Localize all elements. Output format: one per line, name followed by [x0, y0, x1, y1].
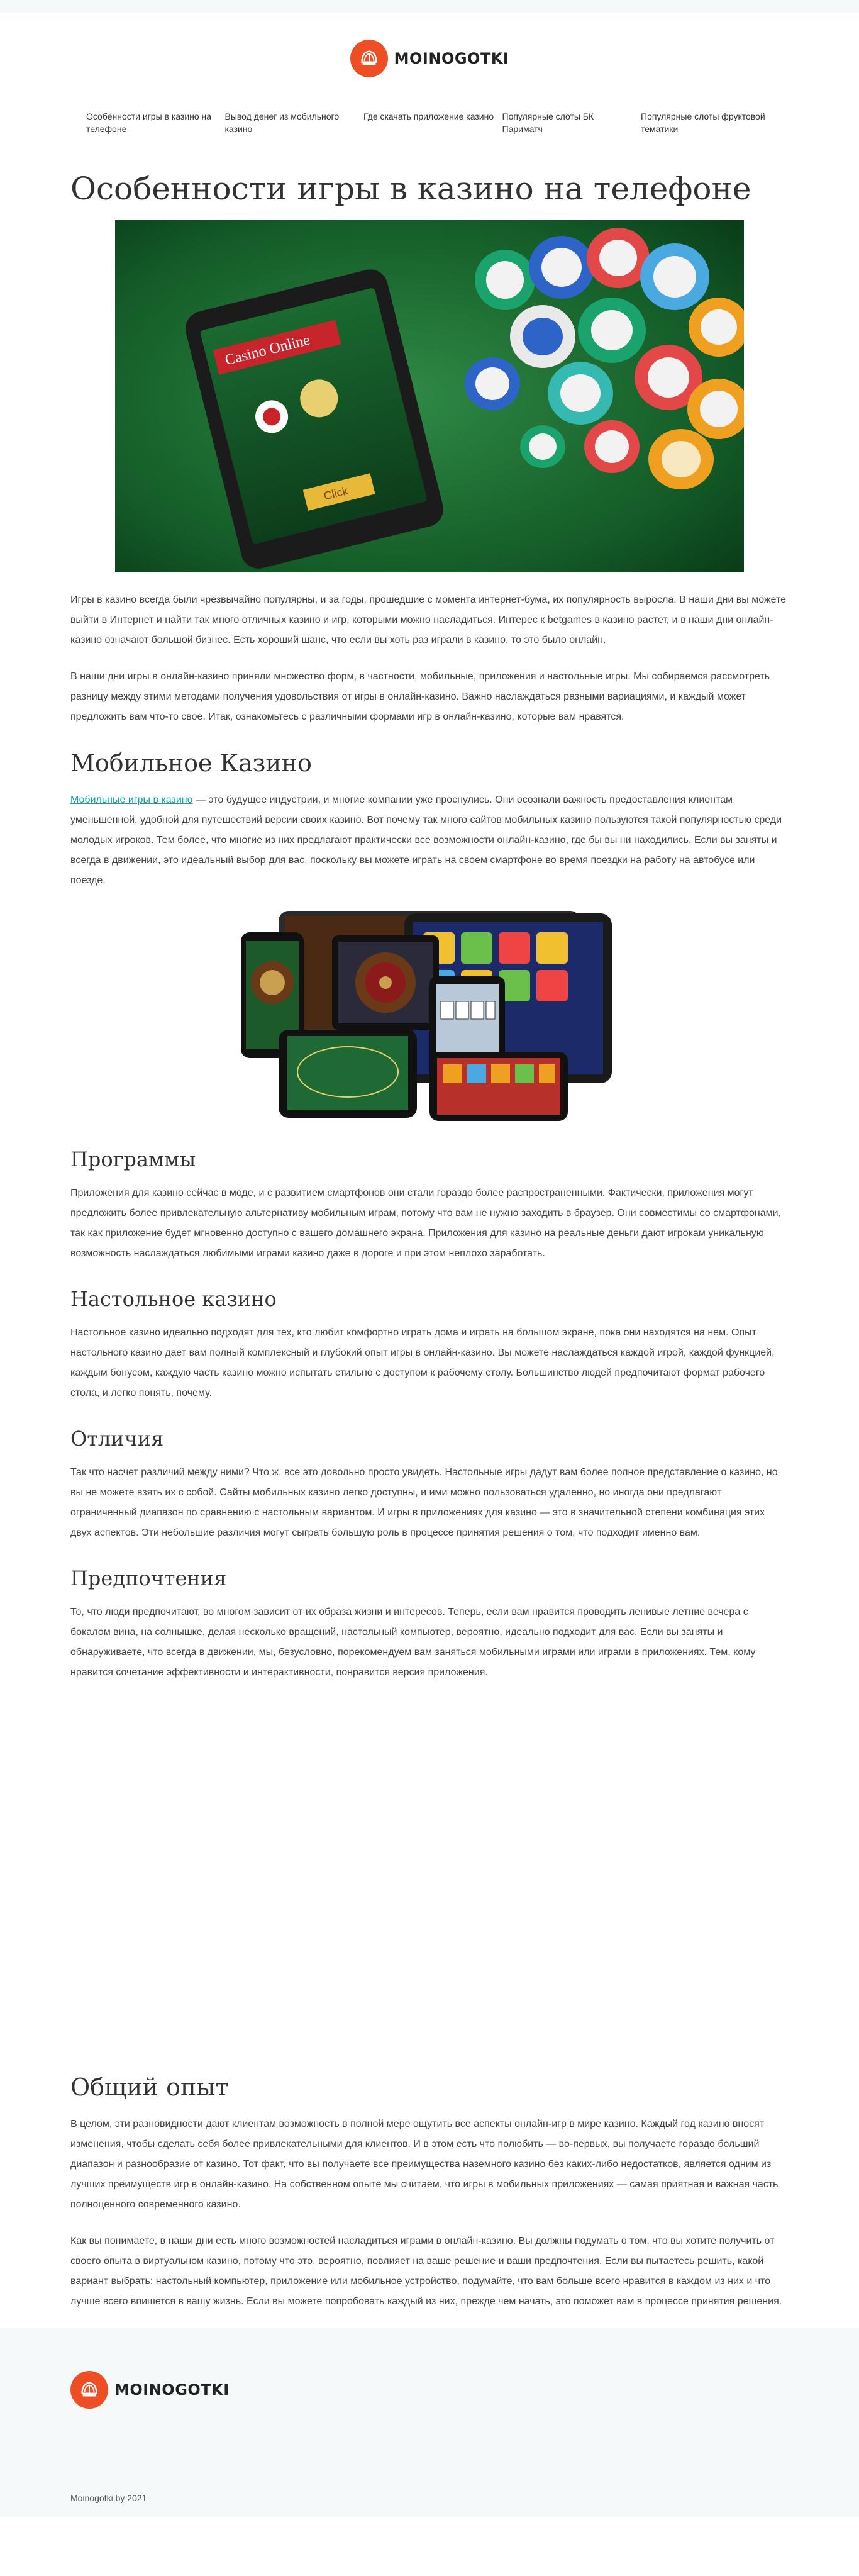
- ad-placeholder: [70, 1699, 789, 2051]
- logo-text: MOINOGOTKI: [114, 2381, 230, 2399]
- general-paragraph: В целом, эти разновидности дают клиентам возможность в полной мере ощутить все аспекты онлайн-игр в мире казино. Каждый год казино вносят изменения, чтобы сделать себя более привлекательными для клиентов. И в этом есть что полюбить — во-первых, вы получаете гораздо больший диапазон и разнообразие от казино. Тот факт, что вы получаете все преимущества наземного казино без каких-либо недостатков, является одним из лучших преимуществ игр в онлайн-казино. На собственном опыте мы считаем, что игры в мобильных приложениях — самая приятная и важная часть полноценного современного казино.: [70, 2119, 779, 2210]
- logo-mark-icon: [350, 40, 388, 77]
- preferences-paragraph: То, что люди предпочитают, во многом зависит от их образа жизни и интересов. Теперь, если вам нравится проводить ленивые летние вечера с бокалом вина, на солнышке, делая несколько вращений, настольный компьютер, вероятно, идеально подходит для вас. Если вы заняты и обнаруживаете, что всегда в движении, мы, безусловно, порекомендуем вам заняться мобильными играми или играми в приложениях. Тем, кому нравится сочетание эффективности и интерактивности, понравится версия приложения.: [70, 1607, 756, 1678]
- intro-paragraph: Игры в казино всегда были чрезвычайно популярны, и за годы, прошедшие с момента интернет-бума, их популярность выросла. В наши дни вы можете выйти в Интернет и найти так много отличных казино и игр, которыми можно насладиться. Интерес к betgames в казино растет, и в наши дни онлайн-казино означают большой бизнес. Есть хороший шанс, что если вы хоть раз играли в казино, то это было онлайн.: [70, 594, 787, 645]
- intro-paragraph: В наши дни игры в онлайн-казино приняли множество форм, в частности, мобильные, приложения и настольные игры. Мы собираемся рассмотреть разницу между этими методами получения удовольствия от игры в онлайн-казино. Важно наслаждаться разными вариациями, и каждый может предложить вам что-то свое. Итак, ознакомьтесь с различными формами игр в онлайн-казино, которые вам нравятся.: [70, 671, 770, 722]
- site-logo[interactable]: [350, 40, 509, 77]
- nav-item[interactable]: Популярные слоты БК Париматч: [502, 111, 594, 134]
- mobile-paragraph: [70, 790, 789, 891]
- logo-mark-icon: [70, 2371, 108, 2409]
- section-heading-mobile: Мобильное Казино: [70, 749, 312, 777]
- site-header: [0, 13, 859, 104]
- hero-image: [115, 220, 744, 572]
- section-heading-preferences: Предпочтения: [70, 1566, 227, 1590]
- section-heading-general: Общий опыт: [70, 2073, 229, 2101]
- section-heading-desktop: Настольное казино: [70, 1287, 277, 1311]
- section-heading-programs: Программы: [70, 1147, 196, 1171]
- site-footer: [0, 2328, 859, 2517]
- nav-item[interactable]: Особенности игры в казино на телефоне: [86, 111, 212, 134]
- mobile-games-link[interactable]: Мобильные игры в казино: [70, 795, 193, 805]
- hero-button-text: Click: [322, 484, 350, 503]
- logo-text: MOINOGOTKI: [394, 49, 509, 67]
- top-strip: [0, 0, 859, 13]
- differences-paragraph: Так что насчет различий между ними? Что ж, все это довольно просто увидеть. Настольные игры дадут вам более полное представление о казино, но вы не можете взять их с собой. Сайты мобильных казино легко доступны, и ими можно пользоваться удаленно, но иногда они предлагают ограниченный диапазон по сравнению с настольным вариантом. И игры в приложениях для казино — это в значительной степени комбинация этих двух аспектов. Эти небольшие различия могут сыграть большую роль в процессе принятия решения о том, что подходит именно вам.: [70, 1467, 778, 1538]
- main-nav: [0, 104, 859, 154]
- article: [70, 170, 789, 2312]
- programs-paragraph: Приложения для казино сейчас в моде, и с развитием смартфонов они стали гораздо более распространенными. Фактически, приложения могут предложить более привлекательную альтернативу мобильным играм, потому что вам не нужно заходить в браузер. Они совместимы со смартфонами, так как приложение будет мгновенно доступно с вашего домашнего экрана. Приложения для казино на реальные деньги дают игрокам уникальную возможность наслаждаться любимыми играми казино даже в дороге и при этом неплохо заработать.: [70, 1188, 782, 1259]
- devices-image: [241, 907, 618, 1124]
- hero-screen-text: Casino Online: [223, 332, 312, 369]
- page-title: Особенности игры в казино на телефоне: [70, 170, 751, 207]
- nav-item[interactable]: Вывод денег из мобильного казино: [224, 111, 340, 134]
- nav-item[interactable]: Популярные слоты фруктовой тематики: [641, 111, 765, 134]
- footer-logo[interactable]: [70, 2371, 230, 2409]
- nav-item[interactable]: Где скачать приложение казино: [363, 111, 494, 121]
- mobile-paragraph-text: — это будущее индустрии, и многие компании уже проснулись. Они осознали важность предоставления клиентам уменьшенной, удобной для путешествий версии своих казино. Вот почему так много сайтов мобильных казино пользуются такой популярностью среди молодых игроков. Тем более, что многие из них предлагают практически все возможности онлайн-казино, где бы вы ни находились. Если вы заняты и всегда в движении, это идеальный выбор для вас, поскольку вы можете играть на своем смартфоне во время поездки на работу на автобусе или поезде.: [70, 795, 782, 886]
- copyright-text: Moinogotki.by 2021: [70, 2493, 147, 2503]
- desktop-paragraph: Настольное казино идеально подходят для тех, кто любит комфортно играть дома и играть на большом экране, пока они находятся на нем. Опыт настольного казино дает вам полный комплексный и глубокий опыт игры в онлайн-казино. Вы можете наслаждаться каждой игрой, каждой функцией, каждым бонусом, каждую часть казино можно испытать стильно с доступом к рабочему столу. Большинство людей предпочитают формат рабочего стола, и легко понять, почему.: [70, 1327, 775, 1398]
- general-paragraph: Как вы понимаете, в наши дни есть много возможностей насладиться играми в онлайн-казино. Вы должны подумать о том, что вы хотите получить от своего опыта в виртуальном казино, потому что это, вероятно, повлияет на ваше решение и ваши предпочтения. Если вы пытаетесь решить, какой вариант выбрать: настольный компьютер, приложение или мобильное устройство, подумайте, что вам больше всего нравится в каждом из них и что лучше всего впишется в вашу жизнь. Если вы можете попробовать каждый из них, прежде чем начать, это поможет вам в процессе принятия решения.: [70, 2236, 782, 2307]
- section-heading-differences: Отличия: [70, 1427, 164, 1451]
